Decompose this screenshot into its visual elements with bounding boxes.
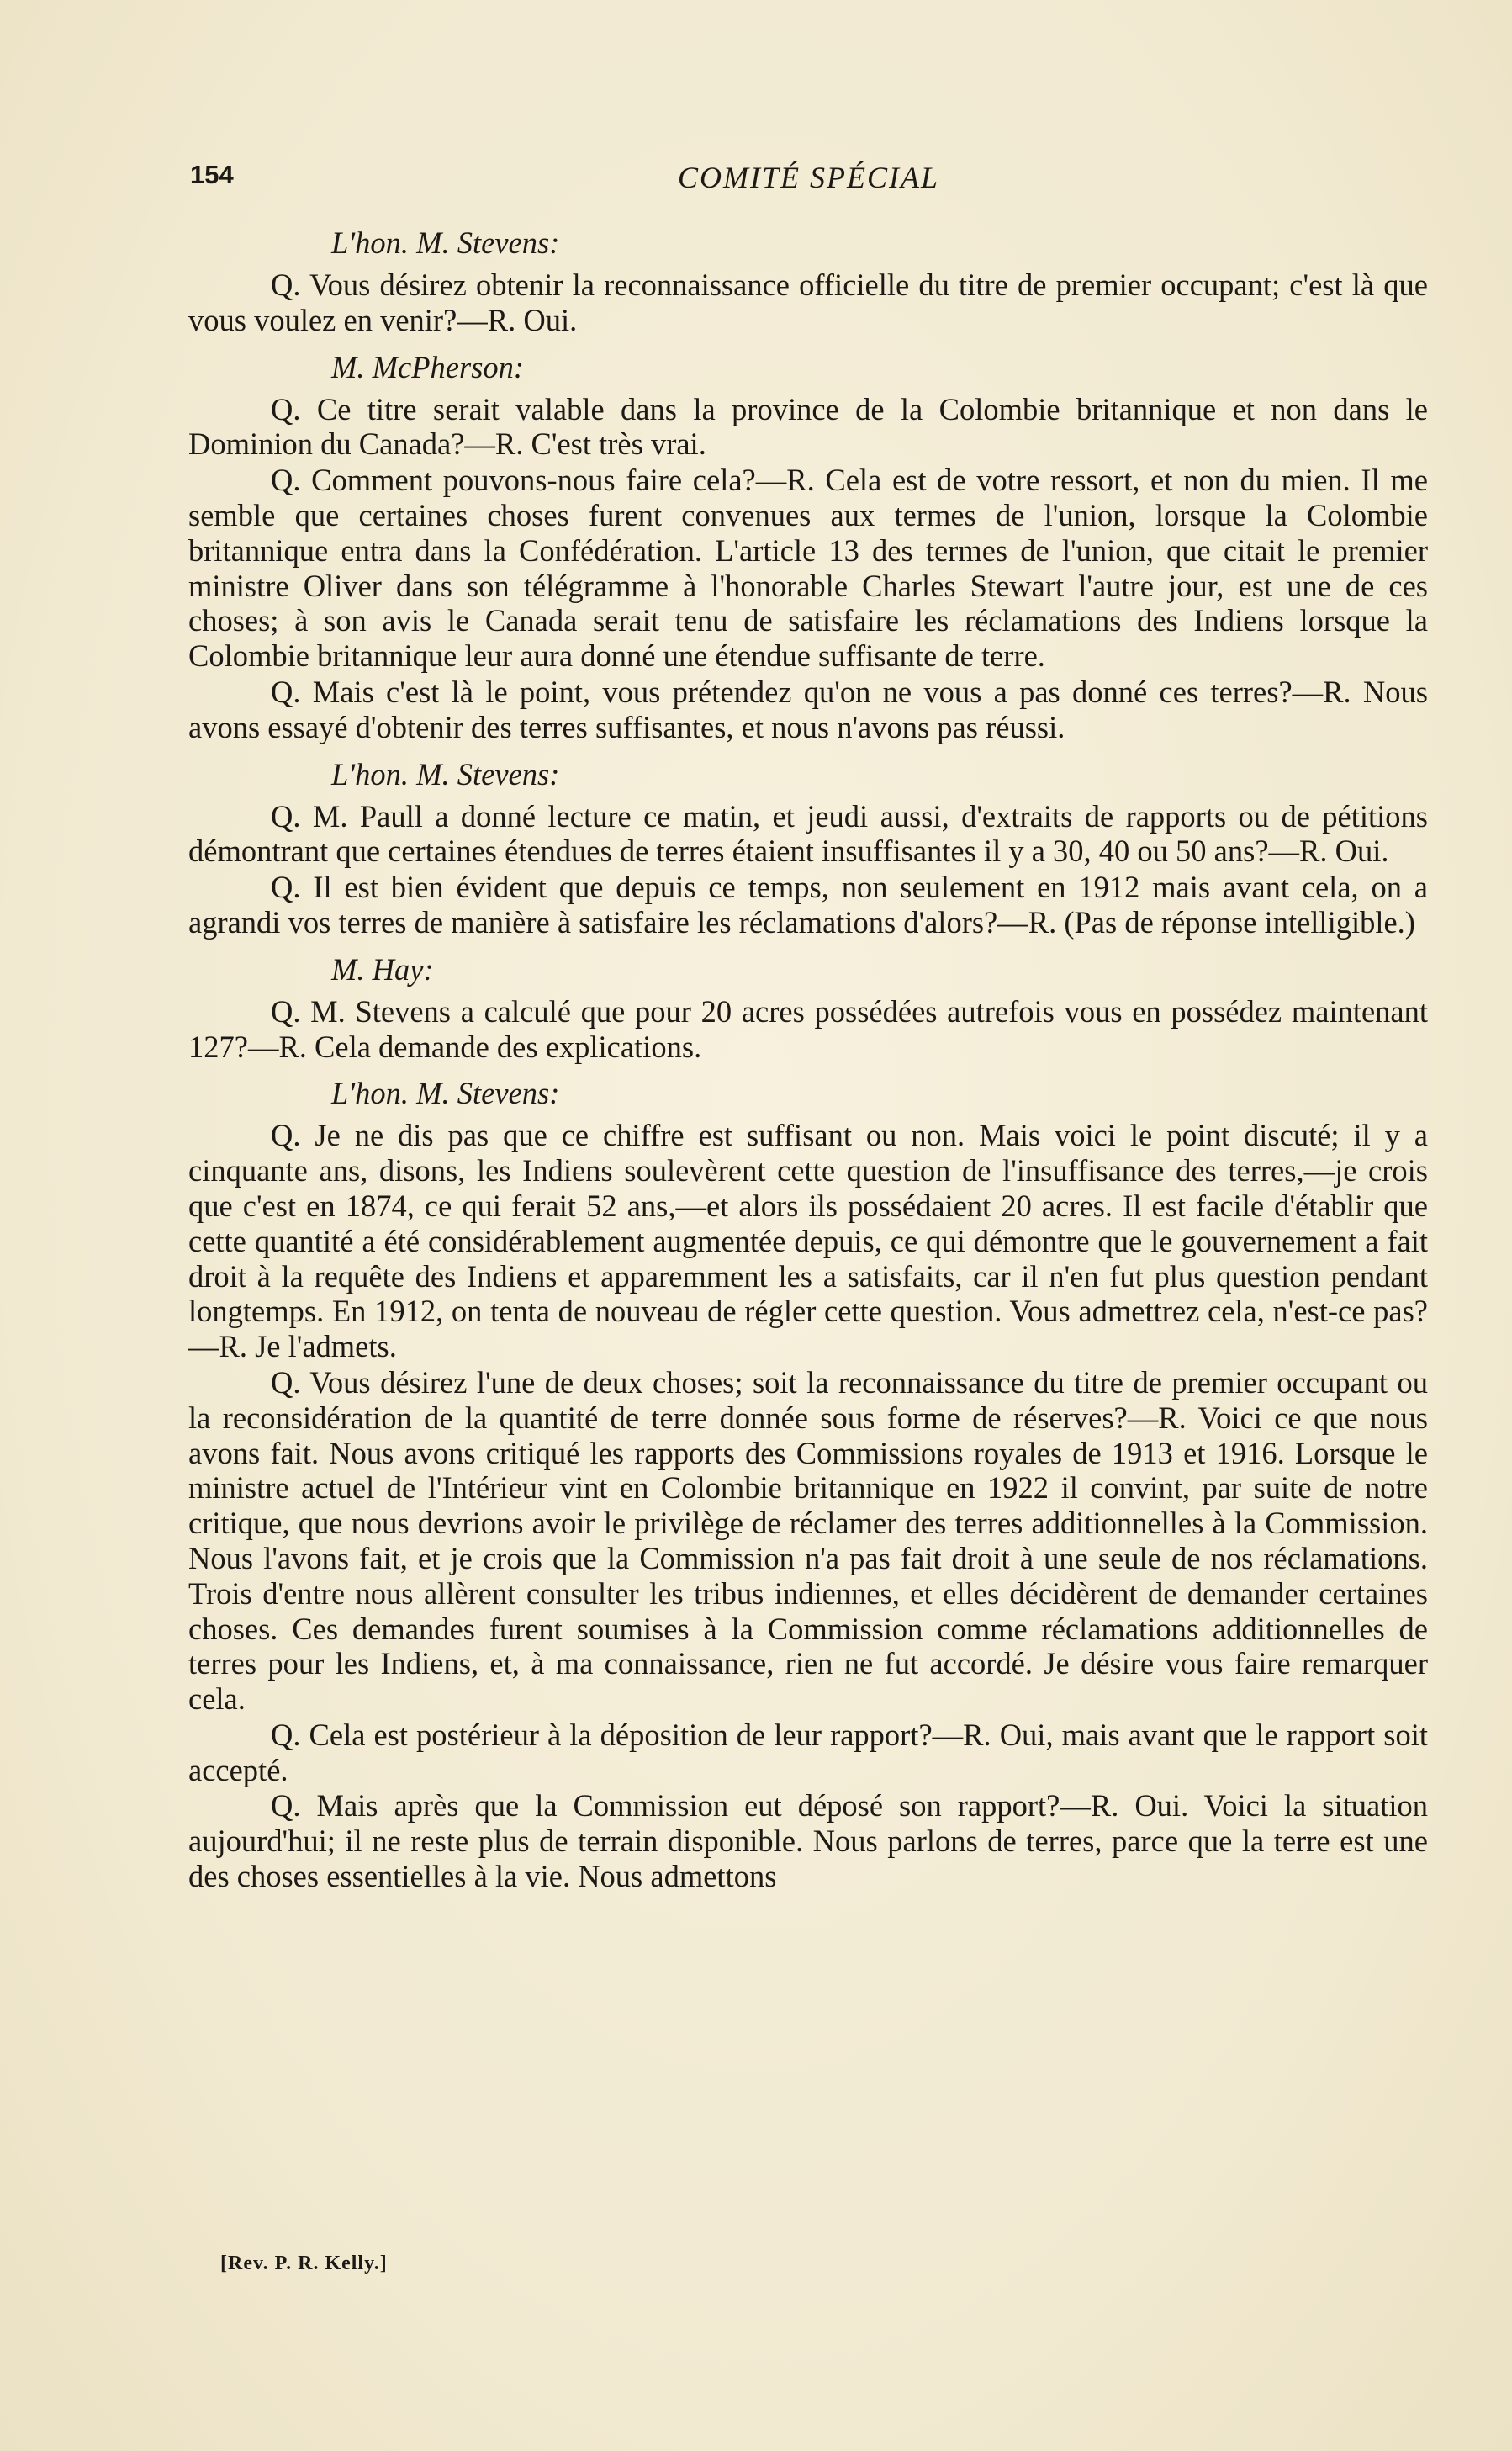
- speaker-heading: L'hon. M. Stevens:: [331, 1076, 560, 1111]
- qa-paragraph: Q. Vous désirez l'une de deux choses; soit la reconnaissance du titre de premier occupant ou la reconsidération de la quantité de terre donnée sous forme de réserves?—R. Voici ce que nous avons fait. Nous avons critiqué les rapports des Commissions royales de 1913 et 1916. Lorsque le ministre actuel de l'Intérieur vint en Colombie britannique en 1922 il convint, par suite de notre critique, que nous devrions avoir le privilège de réclamer des terres additionnelles à la Commission. Nous l'avons fait, et je crois que la Commission n'a pas fait droit à une seule de nos réclamations. Trois d'entre nous allèrent consulter les tribus indiennes, et elles décidèrent de demander certaines choses. Ces demandes furent soumises à la Commission comme réclamations additionnelles de terres pour les Indiens, et, à ma connaissance, rien ne fut accordé. Je désire vous faire remarquer cela.: [188, 1364, 1428, 1717]
- speaker-heading: M. Hay:: [331, 951, 434, 987]
- page-header: [190, 160, 1428, 199]
- qa-paragraph: Q. Cela est postérieur à la déposition de leur rapport?—R. Oui, mais avant que le rapport soit accepté.: [188, 1717, 1428, 1787]
- running-title: COMITÉ SPÉCIAL: [678, 161, 939, 194]
- speaker-heading: L'hon. M. Stevens:: [331, 225, 560, 260]
- qa-paragraph: Q. Mais après que la Commission eut déposé son rapport?—R. Oui. Voici la situation aujourd'hui; il ne reste plus de terrain disponible. Nous parlons de terres, parce que la terre est une des choses essentielles à la vie. Nous admettons: [188, 1788, 1428, 1894]
- qa-paragraph: Q. Il est bien évident que depuis ce temps, non seulement en 1912 mais avant cela, on a agrandi vos terres de manière à satisfaire les réclamations d'alors?—R. (Pas de réponse intelligible.): [188, 870, 1428, 940]
- page-number: 154: [190, 160, 234, 189]
- qa-paragraph: Q. Comment pouvons-nous faire cela?—R. Cela est de votre ressort, et non du mien. Il me semble que certaines choses furent convenues aux termes de l'union, lorsque la Colombie britannique entra dans la Confédération. L'article 13 des termes de l'union, que citait le premier ministre Oliver dans son télégramme à l'honorable Charles Stewart l'autre jour, est une de ces choses; à son avis le Canada serait tenu de satisfaire les réclamations des Indiens lorsque la Colombie britannique leur aura donné une étendue suffisante de terre.: [188, 463, 1428, 674]
- speaker-heading: M. McPherson:: [331, 349, 525, 384]
- qa-paragraph: Q. Ce titre serait valable dans la province de la Colombie britannique et non dans le Dominion du Canada?—R. C'est très vrai.: [188, 391, 1428, 462]
- qa-paragraph: Q. Mais c'est là le point, vous prétendez qu'on ne vous a pas donné ces terres?—R. Nous avons essayé d'obtenir des terres suffisantes, et nous n'avons pas réussi.: [188, 674, 1428, 744]
- witness-footnote: [Rev. P. R. Kelly.]: [220, 2252, 388, 2274]
- qa-paragraph: Q. Vous désirez obtenir la reconnaissance officielle du titre de premier occupant; c'est là que vous voulez en venir?—R. Oui.: [188, 267, 1428, 337]
- qa-paragraph: Q. Je ne dis pas que ce chiffre est suffisant ou non. Mais voici le point discuté; il y a cinquante ans, disons, les Indiens soulevèrent cette question de l'insuffisance des terres,—je crois que c'est en 1874, ce qui ferait 52 ans,—et alors ils possédaient 20 acres. Il est facile d'établir que cette quantité a été considérablement augmentée depuis, ce qui démontre que le gouvernement a fait droit à la requête des Indiens et apparemment les a satisfaits, car il n'en fut plus question pendant longtemps. En 1912, on tenta de nouveau de régler cette question. Vous admettrez cela, n'est-ce pas?—R. Je l'admets.: [188, 1118, 1428, 1364]
- speaker-heading: L'hon. M. Stevens:: [331, 756, 560, 791]
- testimony-body: [188, 225, 1428, 1895]
- qa-paragraph: Q. M. Paull a donné lecture ce matin, et jeudi aussi, d'extraits de rapports ou de pétitions démontrant que certaines étendues de terres étaient insuffisantes il y a 30, 40 ou 50 ans?—R. Oui.: [188, 798, 1428, 869]
- qa-paragraph: Q. M. Stevens a calculé que pour 20 acres possédées autrefois vous en possédez maintenant 127?—R. Cela demande des explications.: [188, 993, 1428, 1064]
